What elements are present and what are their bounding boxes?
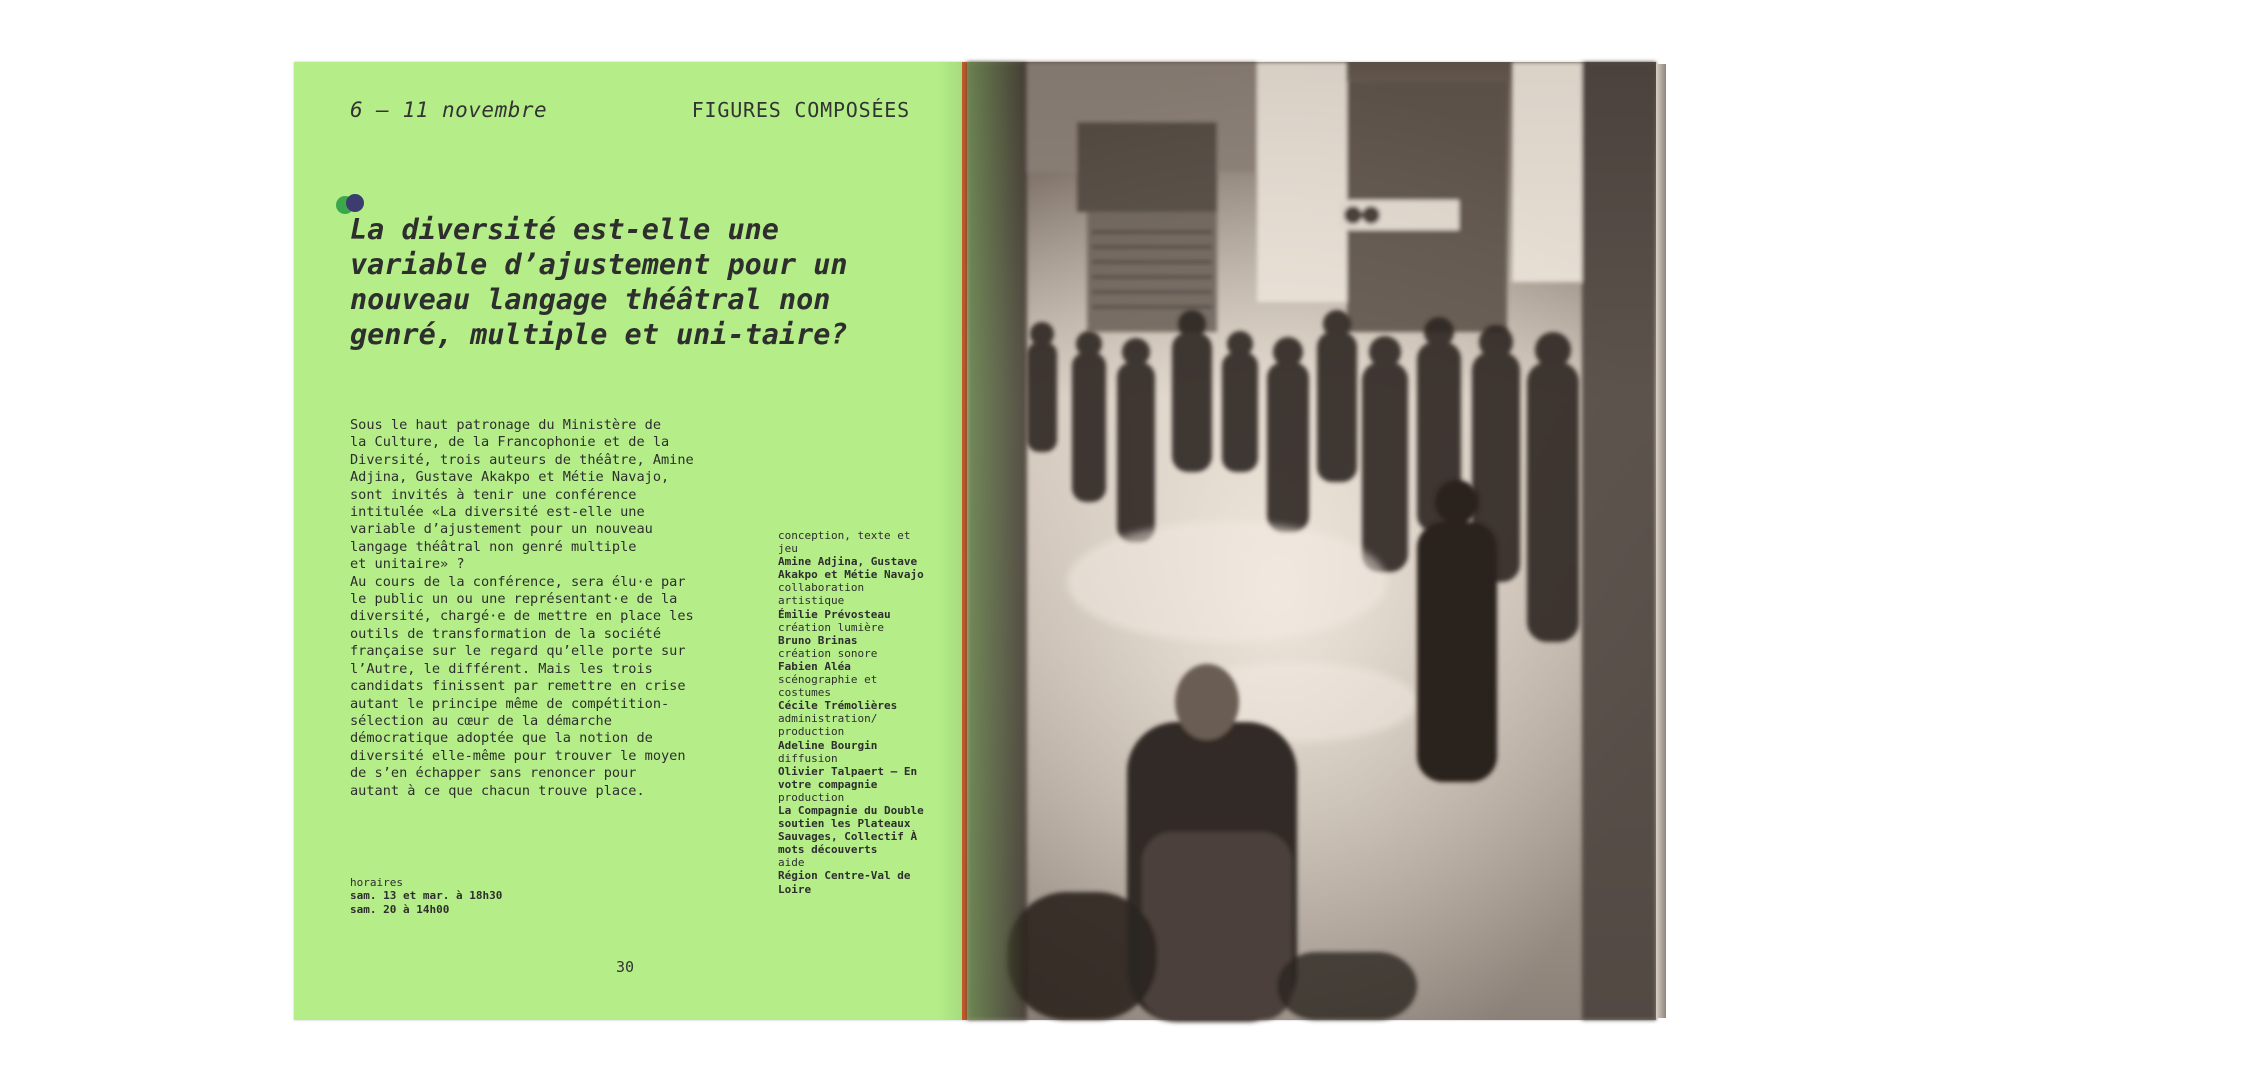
credit-role: création lumière	[778, 620, 884, 634]
credit-entry	[778, 673, 928, 712]
credits-list	[778, 529, 928, 896]
credit-role: aide	[778, 856, 805, 870]
credit-name: Adeline Bourgin	[778, 738, 878, 752]
schedule-line: sam. 13 et mar. à 18h30	[350, 889, 503, 903]
page-edge	[1656, 64, 1666, 1018]
credit-entry	[778, 529, 928, 581]
schedule	[350, 876, 650, 916]
right-page	[967, 62, 2242, 1020]
credit-role: création sonore	[778, 646, 878, 660]
credit-name: Bruno Brinas	[778, 633, 858, 647]
credit-name: Émilie Prévosteau	[778, 607, 891, 621]
crowd-in-station-photo	[967, 62, 1656, 1020]
credit-role: scénographie et costumes	[778, 673, 878, 700]
navy-dot-icon	[346, 194, 364, 212]
credit-entry	[778, 752, 928, 791]
credit-name: Cécile Trémolières	[778, 699, 898, 713]
credit-name: Amine Adjina, Gustave Akakpo et Métie Navajo	[778, 555, 924, 582]
credit-name: Olivier Talpaert – En votre compagnie	[778, 764, 918, 791]
credit-entry	[778, 856, 928, 895]
credit-name: Région Centre-Val de Loire	[778, 869, 911, 896]
credit-entry	[778, 621, 928, 647]
running-head-dates: 6 — 11 novembre	[350, 98, 548, 122]
credit-role: diffusion	[778, 751, 838, 765]
schedule-line: sam. 20 à 14h00	[350, 902, 450, 916]
schedule-label: horaires	[350, 876, 403, 889]
credit-entry	[778, 791, 928, 856]
spine-shadow	[936, 62, 962, 1020]
credit-name: La Compagnie du Double soutien les Plateaux Sauvages, Collectif À mots découverts	[778, 803, 924, 857]
credit-role: production	[778, 790, 845, 804]
credit-name: Fabien Aléa	[778, 659, 851, 673]
credit-entry	[778, 712, 928, 751]
magazine-spread	[294, 62, 2242, 1020]
credit-role: conception, texte et jeu	[778, 529, 911, 556]
credit-entry	[778, 581, 928, 620]
headline: La diversité est-elle une variable d’ajustement pour un nouveau langage théâtral non genré, multiple et uni-taire?	[350, 213, 848, 351]
credit-entry	[778, 647, 928, 673]
page-number-left: 30	[616, 958, 635, 976]
body-text: Sous le haut patronage du Ministère de la Culture, de la Francophonie et de la Diversité, trois auteurs de théâtre, Amine Adjina, Gustave Akakpo et Métie Navajo, sont invités à tenir une conférence intitulée «La diversité est-elle une variable d’ajustement pour un nouveau langage théâtral non genré multiple et unitaire» ? Au cours de la conférence, sera élu·e par le public un ou une représentant·e de la diversité, chargé·e de mettre en place les outils de transformation de la société française sur le regard qu’elle porte sur l’Autre, le différent. Mais les trois candidats finissent par remettre en crise autant le principe même de compétition- sélection au cœur de la démarche démocratique adoptée que la notion de diversité elle-même pour trouver le moyen de s’en échapper sans renoncer pour autant à ce que chacun trouve place.	[350, 417, 694, 799]
left-page	[294, 62, 962, 1020]
credit-role: administration/ production	[778, 712, 878, 739]
credit-role: collaboration artistique	[778, 581, 865, 608]
page-number-right: 31	[2224, 958, 2242, 976]
running-head-section: FIGURES COMPOSÉES	[691, 98, 910, 122]
